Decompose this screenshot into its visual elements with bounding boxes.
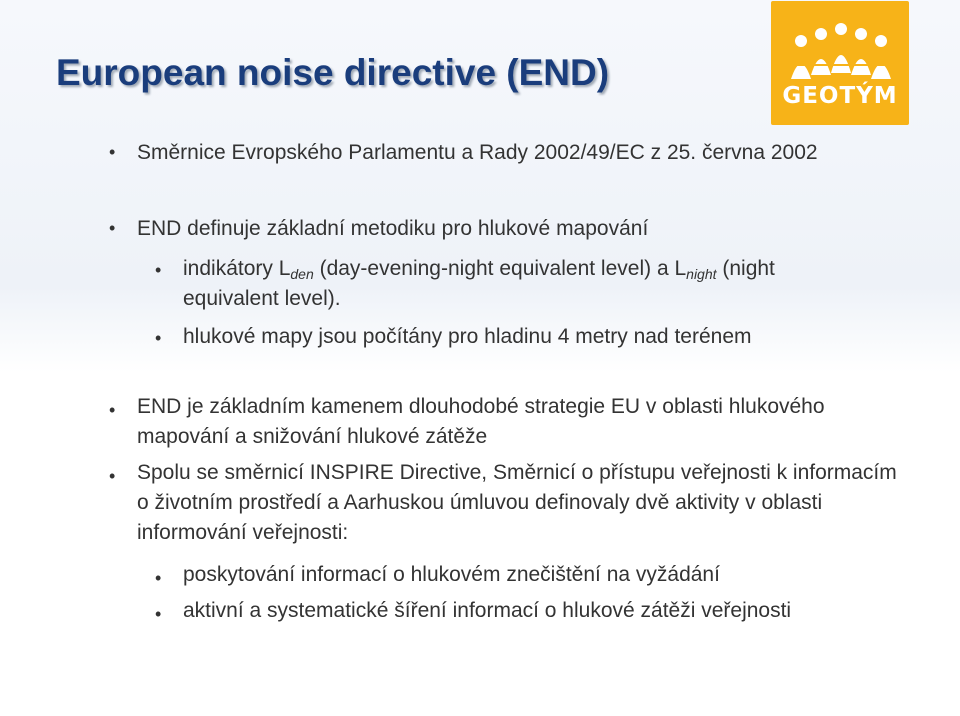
bullet-item: aktivní a systematické šíření informací o hlukové zátěži veřejnosti bbox=[183, 599, 792, 622]
indicator-subscript-night: night bbox=[686, 266, 717, 282]
indicator-text-3: (night equivalent level). bbox=[183, 257, 775, 310]
indicator-text-2: (day-evening-night equivalent level) a L bbox=[313, 257, 687, 280]
bullet-item: END definuje základní metodiku pro hlukové mapování bbox=[137, 217, 649, 240]
bullet-marker: • bbox=[109, 466, 116, 486]
bullet-item: Spolu se směrnicí INSPIRE Directive, Směrnicí o přístupu veřejnosti k informacím o životním prostředí a Aarhuskou úmluvou definovaly dvě aktivity v oblasti informování veřejnosti: bbox=[137, 461, 897, 544]
logo-text: GEOTÝM bbox=[782, 83, 898, 109]
bullet-item: hlukové mapy jsou počítány pro hladinu 4 metry nad terénem bbox=[183, 325, 752, 348]
indicator-text-1: indikátory L bbox=[183, 257, 291, 280]
bullet-item: Směrnice Evropského Parlamentu a Rady 2002/49/EC z 25. června 2002 bbox=[137, 141, 818, 164]
bullet-item: END je základním kamenem dlouhodobé strategie EU v oblasti hlukového mapování a snižování hlukové zátěže bbox=[137, 395, 825, 448]
bullet-item-indicators bbox=[183, 254, 863, 314]
slide-title: European noise directive (END) bbox=[56, 52, 610, 93]
bullet-marker: • bbox=[155, 328, 162, 348]
bullet-marker: • bbox=[155, 260, 162, 280]
bullet-marker: • bbox=[109, 142, 116, 162]
bullet-item: poskytování informací o hlukovém znečištění na vyžádání bbox=[183, 563, 720, 586]
bullet-marker: • bbox=[155, 568, 162, 588]
indicator-subscript-den: den bbox=[290, 266, 314, 282]
bullet-marker: • bbox=[109, 400, 116, 420]
bullet-marker: • bbox=[109, 218, 116, 238]
geotym-logo bbox=[771, 1, 909, 125]
bullet-marker: • bbox=[155, 604, 162, 624]
